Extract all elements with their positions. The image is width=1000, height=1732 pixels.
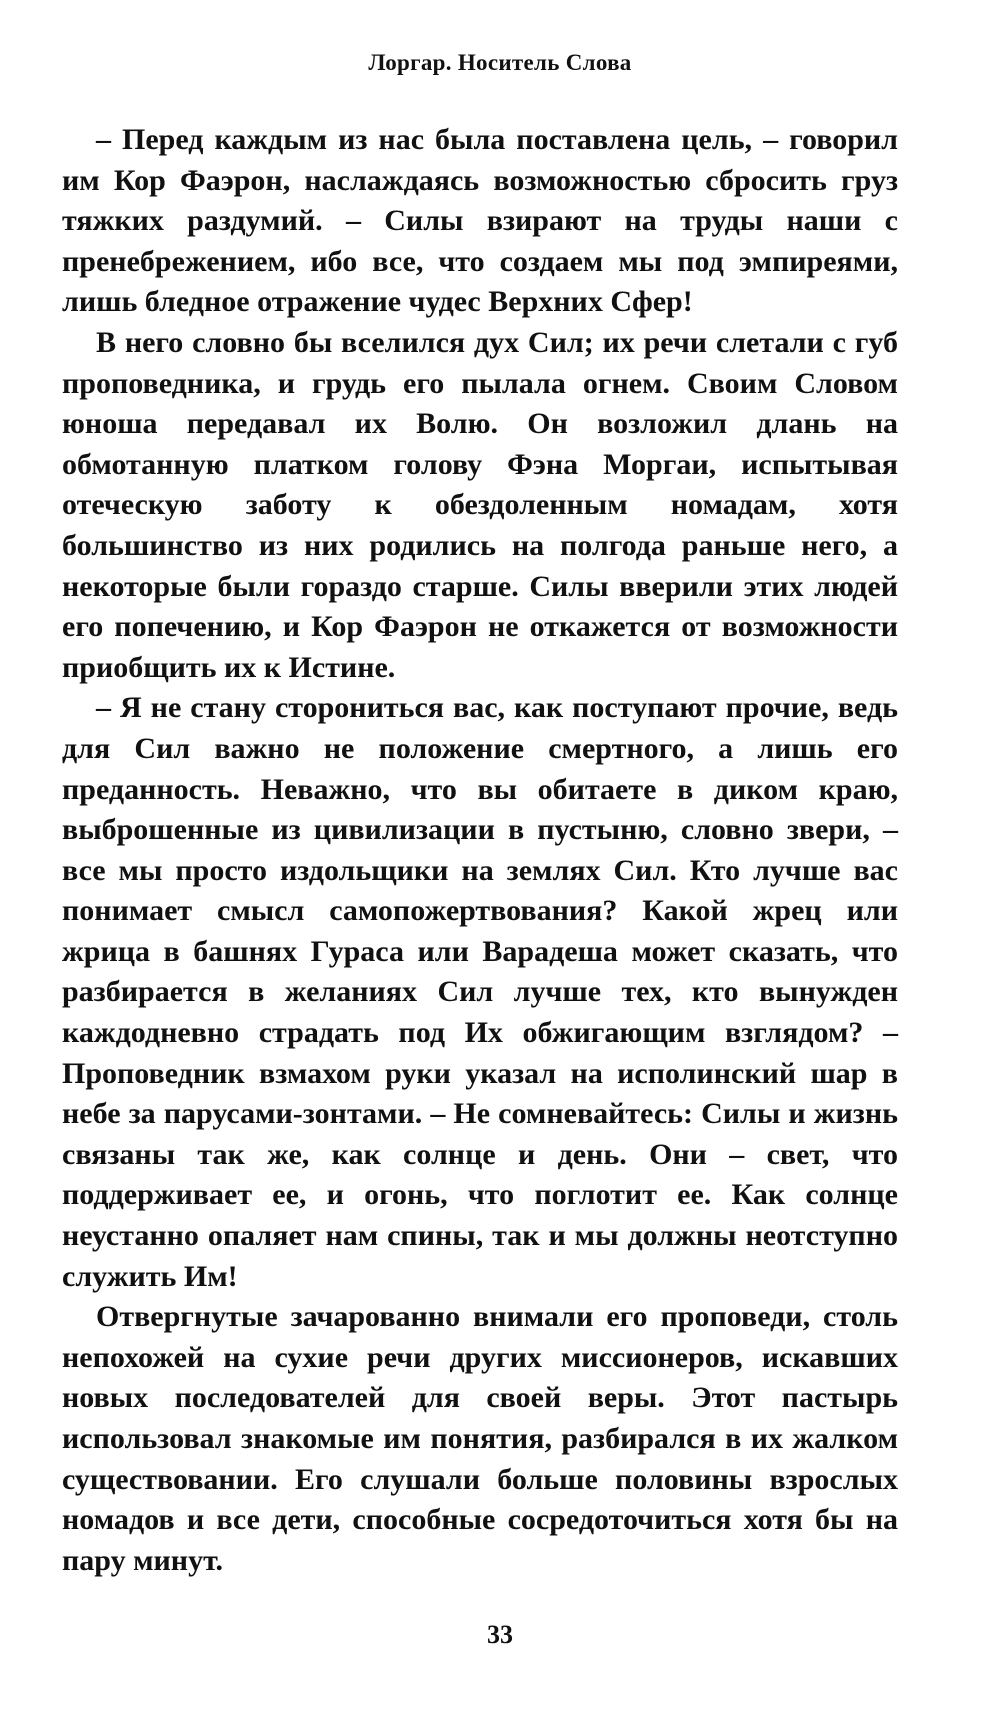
paragraph: Отвергнутые зачарованно внимали его проповеди, столь непохожей на сухие речи других миссионеров, искавших новых последователей для своей веры. Этот пастырь использовал знакомые им понятия, разбирался в их жалком существовании. Его слушали больше половины взрослых номадов и все дети, способные сосредоточиться хотя бы на пару минут. bbox=[62, 1300, 898, 1577]
paragraph: В него словно бы вселился дух Сил; их речи слетали с губ проповедника, и грудь его пылала огнем. Своим Словом юноша передавал их Волю. Он возложил длань на обмотанную платком голову Фэна Моргаи, испытывая отеческую заботу к обездоленным номадам, хотя большинство из них родились на полгода раньше него, а некоторые были гораздо старше. Силы вверили этих людей его попечению, и Кор Фаэрон не откажется от возможности приобщить их к Истине. bbox=[62, 325, 898, 684]
page-number: 33 bbox=[487, 1620, 513, 1649]
paragraph: – Перед каждым из нас была поставлена цель, – говорил им Кор Фаэрон, наслаждаясь возможностью сбросить груз тяжких раздумий. – Силы взирают на труды наши с пренебрежением, ибо все, что создаем мы под эмпиреями, лишь бледное отражение чудес Верхних Сфер! bbox=[62, 123, 898, 319]
paragraph: – Я не стану сторониться вас, как поступают прочие, ведь для Сил важно не положение смертного, а лишь его преданность. Неважно, что вы обитаете в диком краю, выброшенные из цивилизации в пустыню, словно звери, – все мы просто издольщики на землях Сил. Кто лучше вас понимает смысл самопожертвования? Какой жрец или жрица в башнях Гураса или Варадеша может сказать, что разбирается в желаниях Сил лучше тех, кто вынужден каждодневно страдать под Их обжигающим взглядом? – Проповедник взмахом руки указал на исполинский шар в небе за парусами-зонтами. – Не сомневайтесь: Силы и жизнь связаны так же, как солнце и день. Они – свет, что поддерживает ее, и огонь, что поглотит ее. Как солнце неустанно опаляет нам спины, так и мы должны неотступно служить Им! bbox=[62, 691, 898, 1293]
running-head: Лоргар. Носитель Слова bbox=[368, 50, 632, 75]
body-text bbox=[62, 120, 898, 1581]
